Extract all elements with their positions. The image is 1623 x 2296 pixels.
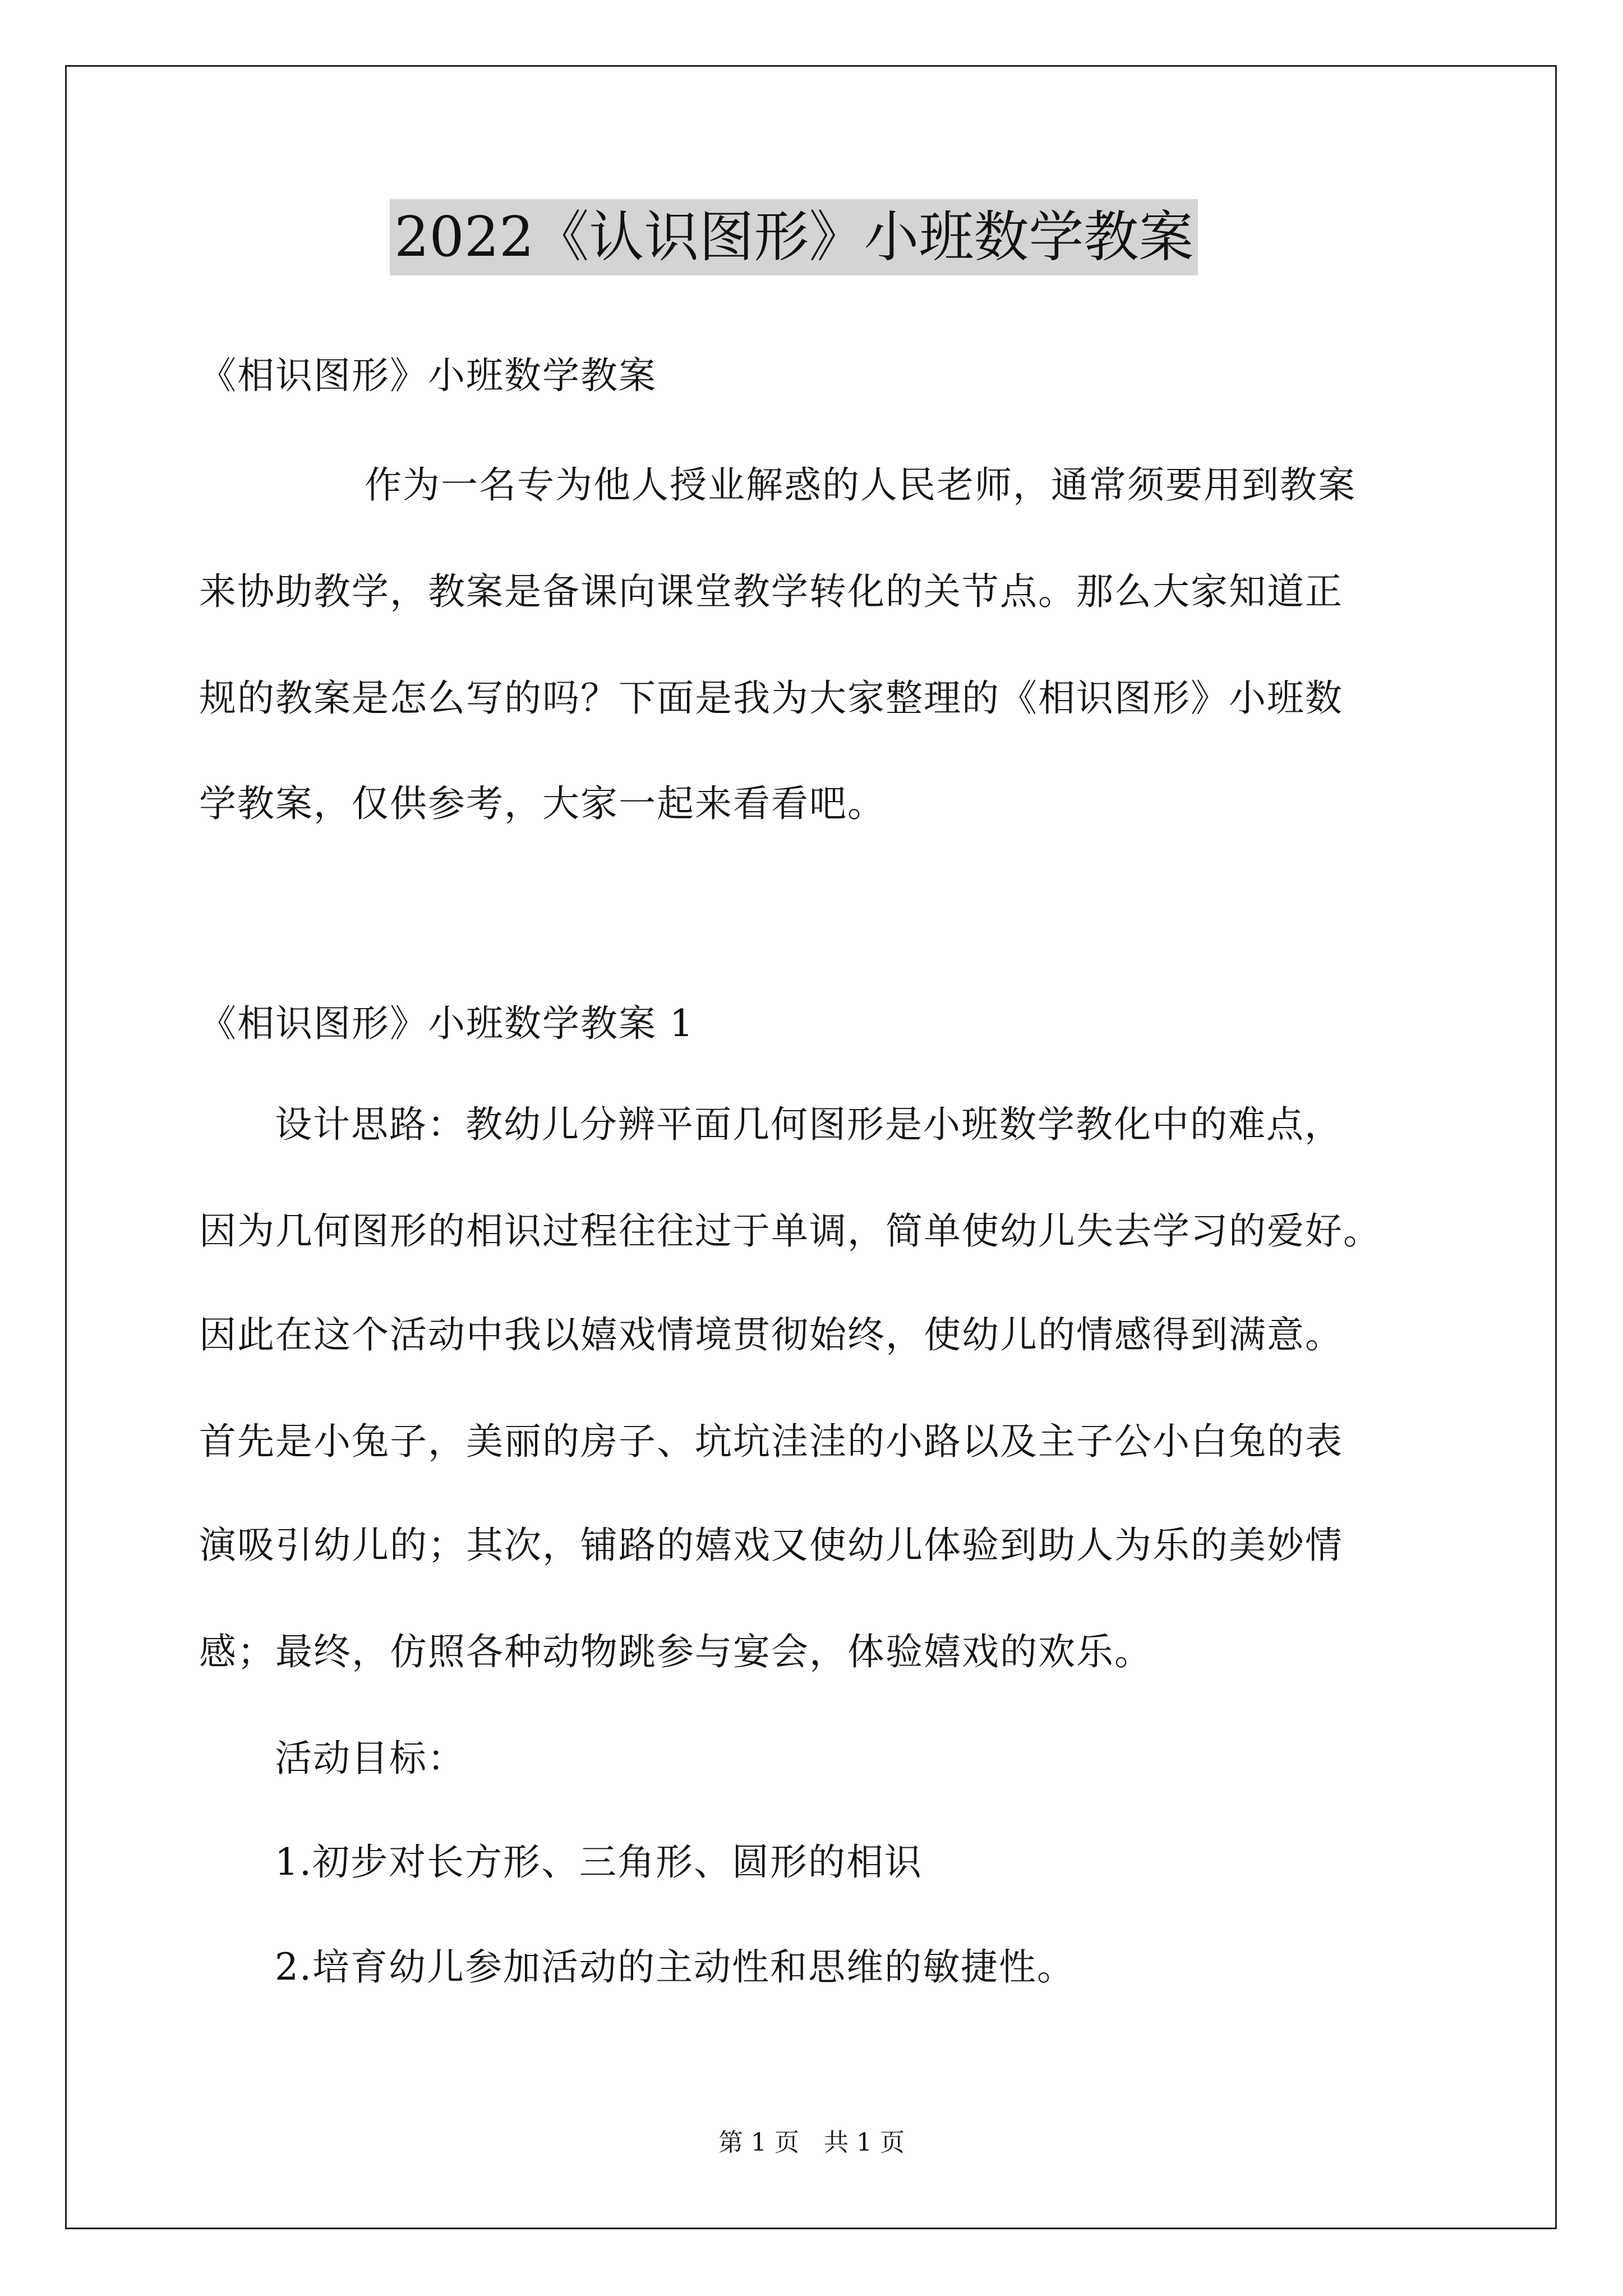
- subtitle: 《相识图形》小班数学教案: [199, 354, 657, 397]
- intro-line-4: 学教案，仅供参考，大家一起来看看吧。: [199, 782, 886, 825]
- intro-line-1: 作为一名专为他人授业解惑的人民老师，通常须要用到教案: [365, 463, 1356, 507]
- section-heading: 《相识图形》小班数学教案 1: [199, 1002, 694, 1045]
- page-number: 第 1 页 共 1 页: [718, 2128, 905, 2157]
- document-title: 2022《认识图形》小班数学教案: [390, 199, 1198, 275]
- goal-item-2: 2.培育幼儿参加活动的主动性和思维的敏捷性。: [275, 1945, 1075, 1989]
- goals-heading: 活动目标：: [275, 1737, 465, 1780]
- design-line-4: 首先是小兔子，美丽的房子、坑坑洼洼的小路以及主子公小白兔的表: [199, 1420, 1343, 1463]
- design-line-1: 设计思路：教幼儿分辨平面几何图形是小班数学教化中的难点，: [275, 1103, 1343, 1146]
- intro-line-2: 来协助教学，教案是备课向课堂教学转化的关节点。那么大家知道正: [199, 570, 1343, 613]
- intro-line-3: 规的教案是怎么写的吗？下面是我为大家整理的《相识图形》小班数: [199, 677, 1343, 720]
- design-line-2: 因为几何图形的相识过程往往过于单调，简单使幼儿失去学习的爱好。: [199, 1209, 1381, 1253]
- design-line-6: 感；最终，仿照各种动物跳参与宴会，体验嬉戏的欢乐。: [199, 1630, 1152, 1673]
- design-line-3: 因此在这个活动中我以嬉戏情境贯彻始终，使幼儿的情感得到满意。: [199, 1313, 1343, 1356]
- goal-item-1: 1.初步对长方形、三角形、圆形的相识: [275, 1841, 923, 1884]
- design-line-5: 演吸引幼儿的；其次，铺路的嬉戏又使幼儿体验到助人为乐的美妙情: [199, 1524, 1343, 1567]
